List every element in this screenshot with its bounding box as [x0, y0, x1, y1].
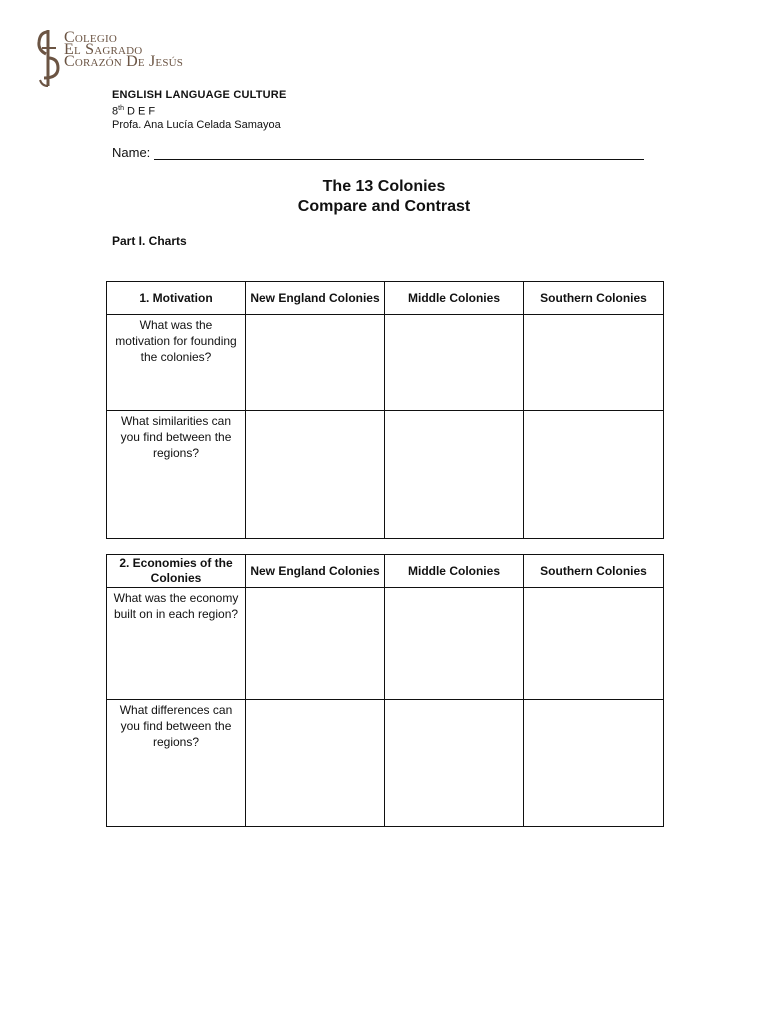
school-logo	[34, 28, 194, 90]
chart-header-topic: 1. Motivation	[107, 282, 246, 315]
question-cell: What differences can you find between the regions?	[107, 700, 246, 827]
answer-cell-middle[interactable]	[385, 315, 524, 411]
grade-line	[112, 102, 286, 119]
chart-header-middle: Middle Colonies	[385, 555, 524, 588]
name-blank-line[interactable]	[154, 145, 644, 160]
answer-cell-southern[interactable]	[524, 411, 664, 539]
chart-header-southern: Southern Colonies	[524, 282, 664, 315]
chart-header-new-england: New England Colonies	[246, 555, 385, 588]
table-row	[107, 700, 664, 827]
part-label: Part I. Charts	[112, 234, 187, 248]
answer-cell-middle[interactable]	[385, 700, 524, 827]
answer-cell-new-england[interactable]	[246, 588, 385, 700]
answer-cell-southern[interactable]	[524, 700, 664, 827]
economies-chart	[106, 554, 664, 827]
table-row	[107, 315, 664, 411]
chart-header-row	[107, 555, 664, 588]
title-line-1: The 13 Colonies	[322, 178, 446, 195]
chart-header-middle: Middle Colonies	[385, 282, 524, 315]
logo-line-3: Corazón De Jesús	[64, 53, 184, 70]
question-cell: What was the motivation for founding the colonies?	[107, 315, 246, 411]
grade-sections: D E F	[123, 105, 156, 118]
table-row	[107, 588, 664, 700]
chart-header-new-england: New England Colonies	[246, 282, 385, 315]
name-field-row	[112, 145, 644, 160]
motivation-chart	[106, 281, 664, 539]
course-header	[112, 89, 286, 132]
answer-cell-new-england[interactable]	[246, 700, 385, 827]
chart-header-row	[107, 282, 664, 315]
chart-header-southern: Southern Colonies	[524, 555, 664, 588]
grade-suffix: th	[118, 105, 124, 112]
question-cell: What similarities can you find between the regions?	[107, 411, 246, 539]
worksheet-title	[0, 177, 768, 217]
grade-number: 8	[112, 105, 119, 118]
answer-cell-new-england[interactable]	[246, 315, 385, 411]
logo-line-2: El Sagrado	[64, 41, 143, 58]
answer-cell-middle[interactable]	[385, 588, 524, 700]
answer-cell-southern[interactable]	[524, 588, 664, 700]
logo-line-1: Colegio	[64, 29, 118, 46]
question-cell: What was the economy built on in each region?	[107, 588, 246, 700]
name-label: Name:	[112, 145, 151, 160]
answer-cell-middle[interactable]	[385, 411, 524, 539]
answer-cell-new-england[interactable]	[246, 411, 385, 539]
school-crest-icon	[34, 28, 64, 90]
course-title: ENGLISH LANGUAGE CULTURE	[112, 89, 287, 101]
teacher-name: Profa. Ana Lucía Celada Samayoa	[112, 118, 281, 131]
chart-header-topic: 2. Economies of the Colonies	[107, 555, 246, 588]
answer-cell-southern[interactable]	[524, 315, 664, 411]
title-line-2: Compare and Contrast	[297, 198, 471, 215]
table-row	[107, 411, 664, 539]
